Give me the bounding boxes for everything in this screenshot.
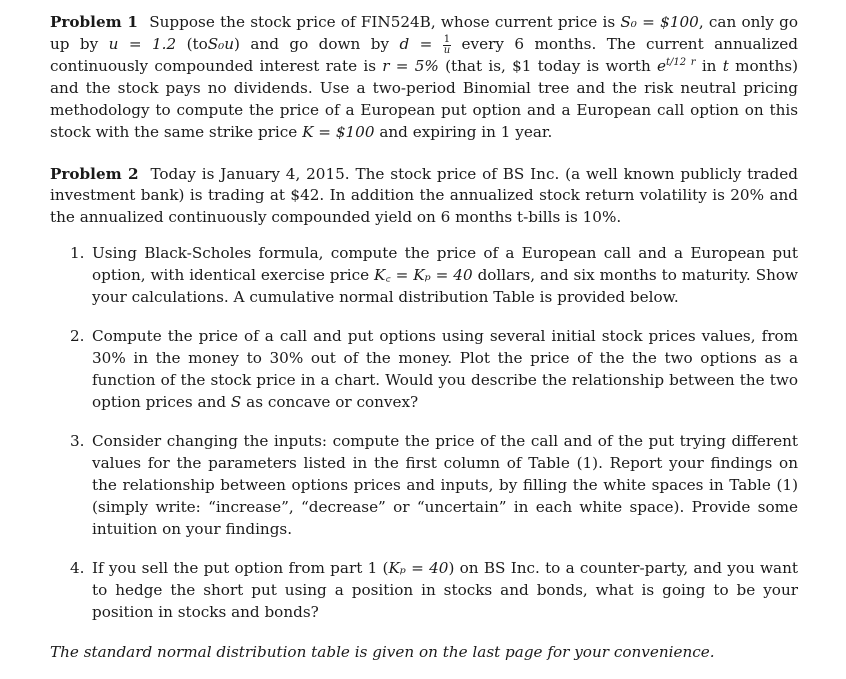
item-2-s: S <box>230 392 242 411</box>
list-item <box>50 558 798 623</box>
item-4-kp: Kₚ = 40 <box>388 559 449 578</box>
problem-2 <box>50 164 798 624</box>
item-1-strike: K꜀ = Kₚ = 40 <box>374 265 473 284</box>
p1-text-e: every 6 months. The current annualized continuously compounded interest rate is <box>50 34 798 76</box>
item-number: 1. <box>70 243 85 262</box>
problem-1 <box>50 12 798 144</box>
p1-text-f: (that is, $1 today is worth <box>445 57 651 76</box>
problem-2-list <box>50 243 798 624</box>
item-2-text-b: as concave or convex? <box>246 392 419 411</box>
item-4-text-a: If you sell the put option from part 1 ( <box>92 559 389 578</box>
p1-text-h: months) and the stock pays no dividends. Use a two-period Binomial tree and the risk neutral pricing methodology to compute the price of a European put option and a European call option on this stock with the same strike price <box>50 57 799 141</box>
list-item <box>50 243 798 308</box>
item-3-text: Consider changing the inputs: compute the price of the call and of the put trying different values for the parameters listed in the first column of Table (1). Report your findings on the relationship between options prices and inputs, by filling the white spaces in Table (1) (simply write: “increase”, “decrease” or “uncertain” in each white space). Provide some intuition on your findings. <box>92 432 798 538</box>
problem-2-heading: Problem 2 <box>50 164 139 183</box>
p1-d-denominator: u <box>443 45 451 57</box>
p1-d-fraction <box>443 35 451 56</box>
p1-e-base: e <box>657 57 666 76</box>
p1-text-b: , can only go up by <box>50 13 799 53</box>
list-item <box>50 326 798 413</box>
p1-s0: S₀ = $100 <box>620 13 699 31</box>
item-number: 4. <box>70 559 85 578</box>
p1-d-lhs: d = <box>399 34 433 53</box>
p1-text-i: and expiring in 1 year. <box>379 122 553 141</box>
footer-note: The standard normal distribution table is given on the last page for your convenience. <box>50 642 715 661</box>
item-number: 3. <box>70 432 85 451</box>
p1-e-exponent: t/12 r <box>666 57 696 69</box>
p1-text-a: Suppose the stock price of FIN524B, whose current price is <box>149 13 616 31</box>
item-2-text-a: Compute the price of a call and put options using several initial stock prices values, from 30% in the money to 30% out of the money. Plot the price of the the two options as a function of the stock price in a chart. Would you describe the relationship between the two option prices and <box>92 327 798 411</box>
p1-text-g: in <box>701 57 717 76</box>
item-1-text-b: dollars, and six months to maturity. Show your calculations. A cumulative normal distribution Table is provided below. <box>92 265 799 306</box>
p1-text-d: ) and go down by <box>234 34 390 53</box>
document-page <box>50 12 798 679</box>
item-1-text-a: Using Black-Scholes formula, compute the price of a European call and a European put option, with identical exercise price <box>92 243 798 284</box>
p2-text: Today is January 4, 2015. The stock price of BS Inc. (a well known publicly traded investment bank) is trading at $42. In addition the annualized stock return volatility is 20% and the annualized continuously compounded yield on 6 months t-bills is 10%. <box>50 164 798 227</box>
p1-d-numerator: 1 <box>443 34 451 46</box>
problem-2-intro <box>50 164 798 229</box>
p1-s0u: S₀u <box>207 34 235 53</box>
problem-1-heading: Problem 1 <box>50 13 138 31</box>
list-item <box>50 431 798 540</box>
p1-t: t <box>722 57 729 76</box>
p1-k: K = $100 <box>302 122 375 141</box>
item-number: 2. <box>70 327 85 346</box>
item-4-text-b: ) on BS Inc. to a counter-party, and you want to hedge the short put using a position in stocks and bonds, what is going to be your position in stocks and bonds? <box>92 559 798 622</box>
p1-text-c: (to <box>186 34 208 53</box>
p1-u: u = 1.2 <box>108 34 177 53</box>
p1-r: r = 5% <box>382 57 439 76</box>
